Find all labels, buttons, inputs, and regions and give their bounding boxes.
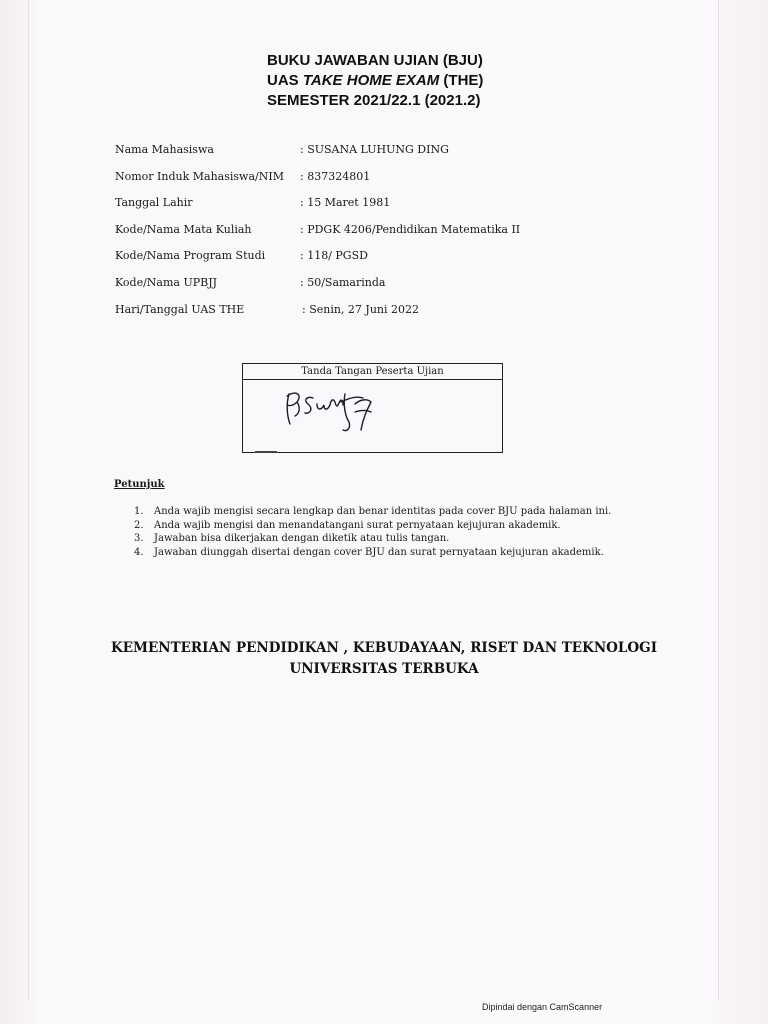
instruction-number: 1. — [134, 506, 144, 517]
identity-label: Hari/Tanggal UAS THE — [115, 302, 245, 316]
instruction-text: Jawaban bisa dikerjakan dengan diketik atau tulis tangan. — [154, 533, 450, 544]
ministry-name: KEMENTERIAN PENDIDIKAN , KEBUDAYAAN, RISET DAN TEKNOLOGI — [110, 640, 658, 656]
identity-value: : SUSANA LUHUNG DING — [300, 143, 449, 156]
instruction-item — [134, 505, 611, 519]
identity-value: : 15 Maret 1981 — [300, 196, 391, 210]
identity-label: Tanggal Lahir — [115, 196, 193, 210]
signature-box — [242, 363, 503, 453]
instruction-item — [134, 532, 611, 546]
instructions-section — [114, 479, 611, 559]
signature-header: Tanda Tangan Peserta Ujian — [243, 364, 502, 380]
title-line-3: SEMESTER 2021/22.1 (2021.2) — [267, 92, 481, 109]
identity-value: : PDGK 4206/Pendidikan Matematika II — [300, 222, 521, 236]
document-title — [267, 51, 483, 111]
paper-edge-right — [718, 0, 719, 1000]
instruction-number: 4. — [134, 546, 144, 558]
instruction-number: 3. — [134, 533, 144, 544]
identity-value: : 118/ PGSD — [300, 249, 368, 263]
title-line-2-prefix: UAS — [267, 72, 303, 89]
instruction-number: 2. — [134, 519, 144, 531]
instruction-text: Jawaban diunggah disertai dengan cover BJU dan surat pernyataan kejujuran akademik. — [154, 546, 604, 558]
identity-row-nim — [115, 170, 635, 197]
university-name: UNIVERSITAS TERBUKA — [289, 661, 479, 677]
instruction-text: Anda wajib mengisi dan menandatangani surat pernyataan kejujuran akademik. — [154, 519, 561, 531]
identity-value: : Senin, 27 Juni 2022 — [302, 302, 420, 316]
instructions-list — [114, 505, 611, 559]
title-line-1: BUKU JAWABAN UJIAN (BJU) — [267, 52, 483, 69]
paper-edge-left — [28, 0, 29, 1000]
identity-row-course — [115, 223, 635, 250]
scanner-watermark: Dipindai dengan CamScanner — [482, 1002, 603, 1012]
instruction-item — [134, 546, 611, 560]
instructions-heading: Petunjuk — [114, 479, 165, 490]
identity-label: Kode/Nama Program Studi — [115, 249, 266, 263]
instruction-text: Anda wajib mengisi secara lengkap dan benar identitas pada cover BJU pada halaman ini. — [154, 506, 612, 517]
identity-row-birthdate — [115, 196, 635, 223]
identity-label: Kode/Nama Mata Kuliah — [115, 222, 252, 236]
identity-label: Kode/Nama UPBJJ — [115, 275, 218, 289]
identity-value: : 50/Samarinda — [300, 275, 386, 289]
instruction-item — [134, 519, 611, 533]
title-line-2-suffix: (THE) — [439, 72, 484, 89]
title-line-2-italic: TAKE HOME EXAM — [302, 72, 440, 89]
identity-value: : 837324801 — [300, 169, 371, 183]
identity-label: Nomor Induk Mahasiswa/NIM — [115, 169, 284, 183]
identity-label: Nama Mahasiswa — [115, 143, 214, 156]
identity-row-program — [115, 249, 635, 276]
ministry-block — [0, 638, 768, 680]
identity-table — [115, 143, 635, 329]
handwritten-signature — [281, 386, 391, 438]
signature-box-mark — [255, 451, 277, 453]
identity-row-exam-date — [115, 303, 635, 330]
identity-row-name — [115, 143, 635, 170]
identity-row-upbjj — [115, 276, 635, 303]
title-line-2 — [267, 71, 483, 91]
